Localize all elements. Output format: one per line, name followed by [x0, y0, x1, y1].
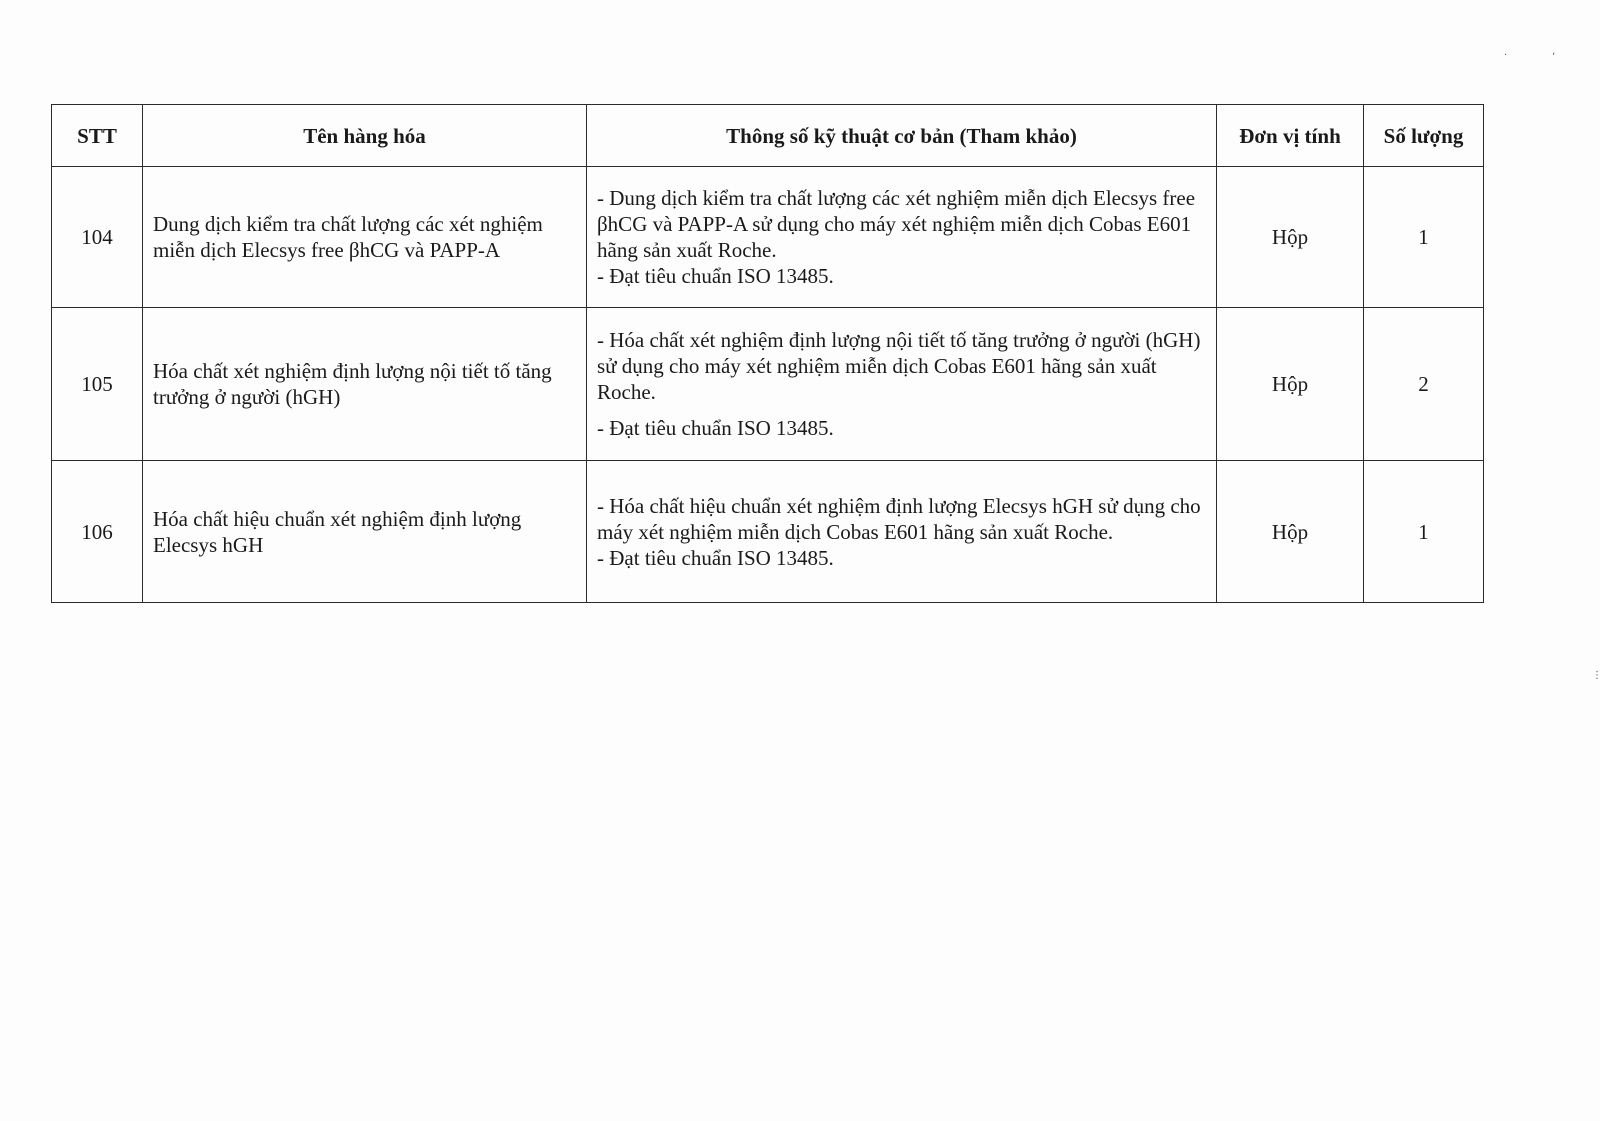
cell-stt: 105: [52, 308, 143, 461]
cell-spec: [587, 461, 1217, 603]
scan-speck: ·: [1504, 50, 1508, 61]
cell-unit: Hộp: [1217, 461, 1364, 603]
cell-qty: 1: [1364, 167, 1484, 308]
cell-unit: Hộp: [1217, 167, 1364, 308]
header-stt: STT: [52, 105, 143, 167]
cell-unit: Hộp: [1217, 308, 1364, 461]
table-row: [52, 308, 1484, 461]
spec-standard: - Đạt tiêu chuẩn ISO 13485.: [597, 416, 834, 440]
header-spec: Thông số kỹ thuật cơ bản (Tham khảo): [587, 105, 1217, 167]
header-qty: Số lượng: [1364, 105, 1484, 167]
table-row: [52, 461, 1484, 603]
goods-table: [51, 104, 1484, 603]
cell-stt: 104: [52, 167, 143, 308]
cell-name: Hóa chất xét nghiệm định lượng nội tiết tố tăng trưởng ở người (hGH): [143, 308, 587, 461]
spec-description: - Hóa chất xét nghiệm định lượng nội tiết tố tăng trưởng ở người (hGH) sử dụng cho máy xét nghiệm miễn dịch Cobas E601 hãng sản xuất Roche.: [597, 328, 1201, 404]
scan-speck: ⋮: [1592, 670, 1602, 681]
spec-description: - Hóa chất hiệu chuẩn xét nghiệm định lượng Elecsys hGH sử dụng cho máy xét nghiệm miễn dịch Cobas E601 hãng sản xuất Roche.: [597, 493, 1201, 544]
table-row: [52, 167, 1484, 308]
cell-name: Hóa chất hiệu chuẩn xét nghiệm định lượng Elecsys hGH: [143, 461, 587, 603]
spec-description: - Dung dịch kiểm tra chất lượng các xét nghiệm miễn dịch Elecsys free βhCG và PAPP-A sử dụng cho máy xét nghiệm miễn dịch Cobas E601 hãng sản xuất Roche.: [597, 186, 1196, 262]
cell-qty: 1: [1364, 461, 1484, 603]
spec-standard: - Đạt tiêu chuẩn ISO 13485.: [597, 264, 834, 288]
cell-qty: 2: [1364, 308, 1484, 461]
cell-stt: 106: [52, 461, 143, 603]
table-header-row: [52, 105, 1484, 167]
header-unit: Đơn vị tính: [1217, 105, 1364, 167]
cell-spec: [587, 167, 1217, 308]
cell-name: Dung dịch kiểm tra chất lượng các xét nghiệm miễn dịch Elecsys free βhCG và PAPP-A: [143, 167, 587, 308]
scan-speck: ʼ: [1552, 52, 1556, 63]
spec-standard: - Đạt tiêu chuẩn ISO 13485.: [597, 545, 834, 570]
cell-spec: [587, 308, 1217, 461]
header-name: Tên hàng hóa: [143, 105, 587, 167]
